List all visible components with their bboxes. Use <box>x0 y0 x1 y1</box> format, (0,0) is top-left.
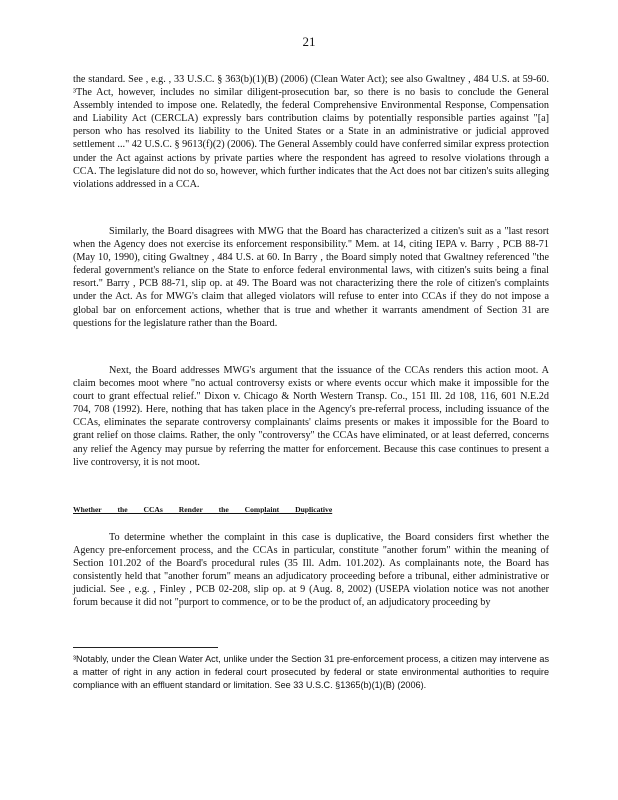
paragraph-4: To determine whether the complaint in this case is duplicative, the Board considers first whether the Agency pre-enforcement process, and the CCAs in particular, constitute "another forum" within the meaning of Section 101.202 of the Board's procedural rules (35 Ill. Adm. 101.202). As complainants note, the Board has consistently held that "another forum" means an adjudicatory proceeding before a tribunal, either administrative or judicial. See , e.g. , Finley , PCB 02-208, slip op. at 9 (Aug. 8, 2002) (USEPA violation notice was not another forum because it did not "purport to commence, or to be the product of, an adjudicatory proceeding by <box>73 532 549 609</box>
footnote: ³Notably, under the Clean Water Act, unlike under the Section 31 pre-enforcement process, a citizen may intervene as a matter of right in any action in federal court prosecuted by federal or state environmental authorities to require compliance with an effluent standard or limitation. See 33 U.S.C. §1365(b)(1)(B) (2006). <box>73 654 549 690</box>
page-number: 21 <box>302 34 316 49</box>
section-heading: Whether the CCAs Render the Complaint Duplicative <box>73 505 333 514</box>
footnote-divider <box>73 647 218 648</box>
paragraph-3: Next, the Board addresses MWG's argument that the issuance of the CCAs renders this action moot. A claim becomes moot where "no actual controversy exists or where events occur which make it impossible for the court to grant effectual relief." Dixon v. Chicago & North Western Transp. Co., 151 Ill. 2d 108, 116, 601 N.E.2d 704, 708 (1992). Here, nothing that has taken place in the Agency's pre-referral process, including issuance of the CCAs, eliminates the separate controversy complainants' claims presents or makes it impossible for the Board to grant relief on those claims. Rather, the only "controversy" the CCAs have eliminated, or at least deferred, concerns any relief the Agency may pursue by referring the matter for enforcement. Because this case continues to present a live controversy, it is not moot. <box>73 365 549 468</box>
paragraph-2: Similarly, the Board disagrees with MWG that the Board has characterized a citizen's suit as a "last resort when the Agency does not exercise its enforcement responsibility." Mem. at 14, citing IEPA v. Barry , PCB 88-71 (May 10, 1990), citing Gwaltney , 484 U.S. at 60. In Barry , the Board simply noted that Gwaltney referenced "the federal government's reliance on the State to enforce federal environmental laws, with citizen's suits being a final resort." Barry , PCB 88-71, slip op. at 49. The Board was not characterizing there the role of citizen's complaints under the Act. As for MWG's claim that alleged violators will refuse to enter into CCAs if they do not impose a global bar on enforcement actions, whether that is true and whether it warrants amendment of Section 31 are questions for the legislature rather than the Board. <box>73 226 549 329</box>
paragraph-1: the standard. See , e.g. , 33 U.S.C. § 363(b)(1)(B) (2006) (Clean Water Act); see also Gwaltney , 484 U.S. at 59-60. ³The Act, however, includes no similar diligent-prosecution bar, so there is no basis to conclude the General Assembly intended to impose one. Relatedly, the federal Comprehensive Environmental Response, Compensation and Liability Act (CERCLA) expressly bars contribution claims by potentially responsible parties against "[a] person who has resolved its liability to the United States or a State in an administrative or judicial approved settlement ..." 42 U.S.C. § 9613(f)(2) (2006). The General Assembly could have conferred similar express protection under the Act against actions by private parties where the respondent has agreed to resolve violations through a CCA. The legislature did not do so, however, which further indicates that the Act does not bar citizen's suits alleging violations addressed in a CCA. <box>73 74 549 190</box>
